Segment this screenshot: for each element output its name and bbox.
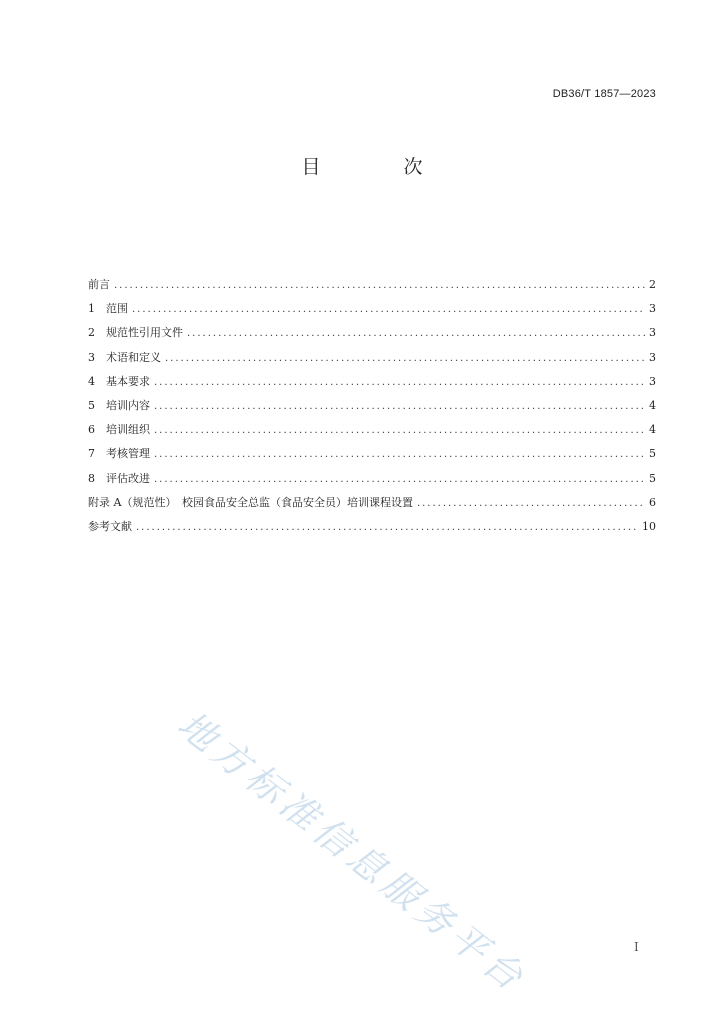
toc-page-number: 10: [642, 519, 656, 533]
toc-entry-appendix-a[interactable]: [88, 494, 656, 518]
toc-entry-training-organization[interactable]: [88, 421, 656, 445]
toc-page-number: 4: [649, 423, 656, 437]
toc-entry-scope[interactable]: [88, 300, 656, 324]
dot-leader: [154, 449, 645, 460]
dot-leader: [417, 498, 645, 509]
dot-leader: [132, 304, 645, 315]
toc-entry-normative-references[interactable]: [88, 324, 656, 348]
toc-entry-training-content[interactable]: [88, 397, 656, 421]
dot-leader: [165, 353, 645, 364]
toc-label: 培训内容: [106, 398, 150, 412]
toc-section-number: 7: [88, 447, 95, 461]
dot-leader: [154, 425, 645, 436]
toc-page-number: 2: [649, 278, 656, 291]
page-number: I: [634, 940, 639, 954]
toc-section-number: 3: [88, 350, 95, 364]
toc-label: 基本要求: [106, 374, 150, 388]
toc-label: 考核管理: [106, 447, 150, 461]
toc-section-number: 8: [88, 471, 95, 485]
toc-page-number: 3: [649, 302, 656, 316]
toc-entry-bibliography[interactable]: [88, 518, 656, 542]
toc-section-number: 2: [88, 326, 95, 340]
toc-page-number: 5: [649, 471, 656, 485]
dot-leader: [154, 474, 645, 485]
dot-leader: [187, 328, 645, 339]
toc-page-number: 6: [649, 495, 656, 509]
watermark: 地方标准信息服务平台: [169, 702, 535, 1002]
page-title: 目 次: [301, 156, 455, 178]
toc-section-number: 4: [88, 374, 95, 388]
toc-label: 范围: [106, 302, 128, 316]
dot-leader: [114, 280, 645, 291]
standard-code: DB36/T 1857—2023: [552, 88, 656, 100]
dot-leader: [136, 522, 638, 533]
toc-page-number: 3: [649, 350, 656, 364]
table-of-contents: [88, 276, 656, 542]
toc-label: 培训组织: [106, 423, 150, 437]
toc-label: 附录 A（规范性） 校园食品安全总监（食品安全员）培训课程设置: [88, 495, 413, 509]
toc-page-number: 5: [649, 447, 656, 461]
toc-entry-assessment[interactable]: [88, 445, 656, 469]
toc-label: 规范性引用文件: [106, 326, 183, 340]
toc-page-number: 3: [649, 374, 656, 388]
toc-entry-basic-requirements[interactable]: [88, 373, 656, 397]
toc-entry-foreword[interactable]: [88, 276, 656, 300]
toc-label: 评估改进: [106, 471, 150, 485]
toc-section-number: 5: [88, 398, 95, 412]
toc-section-number: 6: [88, 423, 95, 437]
dot-leader: [154, 377, 645, 388]
toc-page-number: 3: [649, 326, 656, 340]
toc-entry-evaluation[interactable]: [88, 470, 656, 494]
toc-page-number: 4: [649, 398, 656, 412]
toc-label: 术语和定义: [106, 350, 161, 364]
toc-entry-terms[interactable]: [88, 349, 656, 373]
dot-leader: [154, 401, 645, 412]
toc-section-number: 1: [88, 302, 95, 316]
toc-label: 前言: [88, 278, 110, 291]
toc-label: 参考文献: [88, 519, 132, 533]
